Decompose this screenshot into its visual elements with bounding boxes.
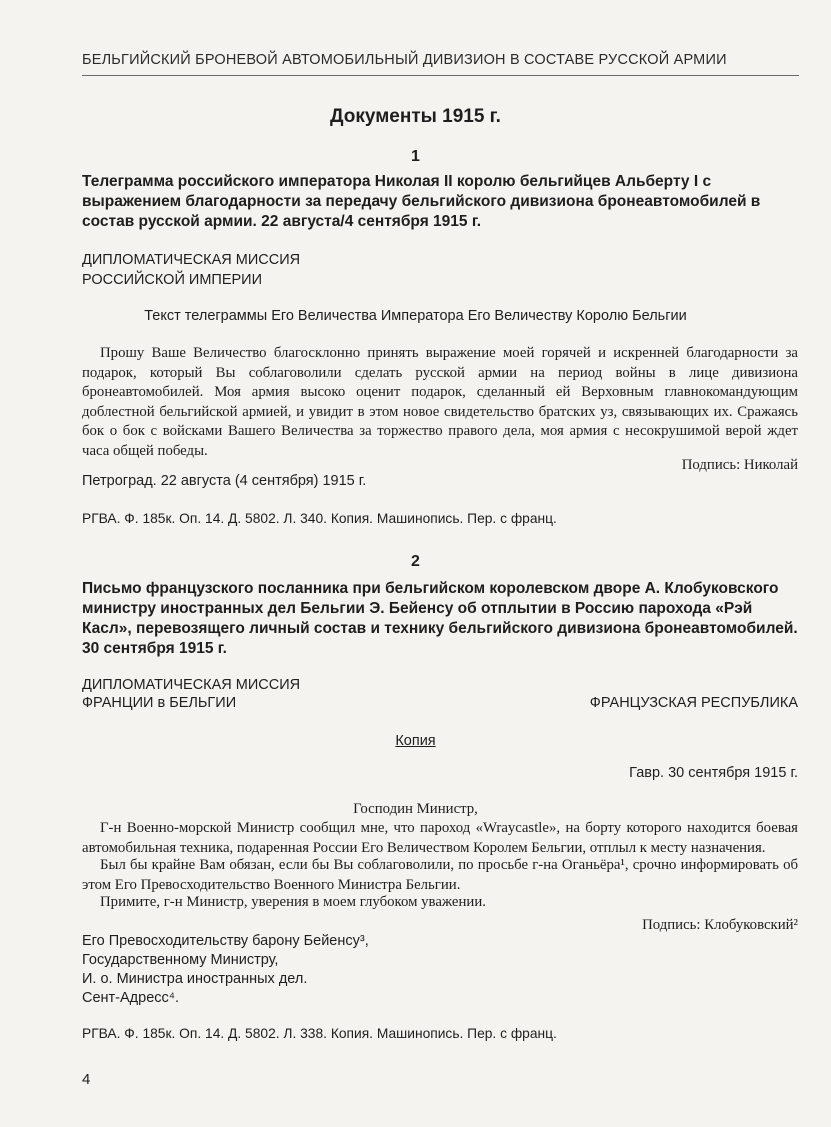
doc1-number: 1: [411, 148, 420, 165]
doc2-signature: Подпись: Клобуковский²: [642, 917, 798, 933]
doc1-sender-line2: РОССИЙСКОЙ ИМПЕРИИ: [82, 272, 263, 288]
doc1-source: РГВА. Ф. 185к. Оп. 14. Д. 5802. Л. 340. Копия. Машинопись. Пер. с франц.: [82, 511, 557, 526]
doc1-body: Прошу Ваше Величество благосклонно принять выражение моей горячей и искренней благодарности за подарок, который Вы соблаговолили сделать русской армии на период войны в лице дивизиона бронеавтомобилей. Моя армия высоко оценит подарок, сделанный ей Верховным главнокомандующим доблестной бельгийской армией, и увидит в этом новое свидетельство братских уз, связывающих их. Сражаясь бок о бок с войсками Вашего Величества за торжество правого дела, моя армия с несокрушимой верой ждет часа общей победы.: [82, 345, 798, 459]
page-number: 4: [82, 1071, 91, 1088]
doc1-place-date: Петроград. 22 августа (4 сентября) 1915 г.: [82, 473, 367, 489]
doc1-signature: Подпись: Николай: [681, 457, 798, 473]
doc1-sender-line1: ДИПЛОМАТИЧЕСКАЯ МИССИЯ: [82, 252, 301, 268]
running-head: БЕЛЬГИЙСКИЙ БРОНЕВОЙ АВТОМОБИЛЬНЫЙ ДИВИЗИОН В СОСТАВЕ РУССКОЙ АРМИИ: [82, 52, 727, 68]
doc2-number: 2: [411, 553, 420, 570]
doc2-title: Письмо французского посланника при бельгийском королевском дворе А. Клобуковского министру иностранных дел Бельгии Э. Бейенсу об отплытии в Россию парохода «Рэй Касл», перевозящего личный состав и технику бельгийского дивизиона бронеавтомобилей. 30 сентября 1915 г.: [82, 580, 798, 657]
doc2-address-line4: Сент-Адресс⁴.: [82, 990, 180, 1006]
doc2-place-date: Гавр. 30 сентября 1915 г.: [629, 765, 798, 781]
doc2-paragraph-1: Г-н Военно-морской Министр сообщил мне, что пароход «Wraycastle», на борту которого находится боевая автомобильная техника, подаренная России Его Величеством Королем Бельгии, отплыл к месту назначения.: [82, 820, 798, 856]
doc2-paragraph-2: Был бы крайне Вам обязан, если бы Вы соблаговолили, по просьбе г-на Оганьёра¹, срочно информировать об этом Его Превосходительство Военного Министра Бельгии.: [82, 857, 798, 893]
doc2-address-line2: Государственному Министру,: [82, 952, 279, 968]
section-title: Документы 1915 г.: [330, 106, 501, 127]
doc2-sender-line1: ДИПЛОМАТИЧЕСКАЯ МИССИЯ: [82, 677, 301, 693]
doc2-republic: ФРАНЦУЗСКАЯ РЕСПУБЛИКА: [589, 695, 798, 711]
doc2-address-line3: И. о. Министра иностранных дел.: [82, 971, 308, 987]
doc2-salutation: Господин Министр,: [353, 801, 478, 817]
doc2-paragraph-3: Примите, г-н Министр, уверения в моем глубоком уважении.: [100, 894, 486, 910]
doc2-sender-line2: ФРАНЦИИ в БЕЛЬГИИ: [82, 695, 237, 711]
doc1-title: Телеграмма российского императора Николая II королю бельгийцев Альберту I с выражением благодарности за передачу бельгийского дивизиона бронеавтомобилей в состав русской армии. 22 августа/4 сентября 1915 г.: [82, 173, 761, 230]
header-rule: [82, 75, 799, 76]
doc1-heading: Текст телеграммы Его Величества Императора Его Величеству Королю Бельгии: [144, 308, 687, 324]
doc2-copy-label: Копия: [395, 733, 436, 749]
doc2-source: РГВА. Ф. 185к. Оп. 14. Д. 5802. Л. 338. Копия. Машинопись. Пер. с франц.: [82, 1026, 557, 1041]
doc2-address-line1: Его Превосходительству барону Бейенсу³,: [82, 933, 369, 949]
